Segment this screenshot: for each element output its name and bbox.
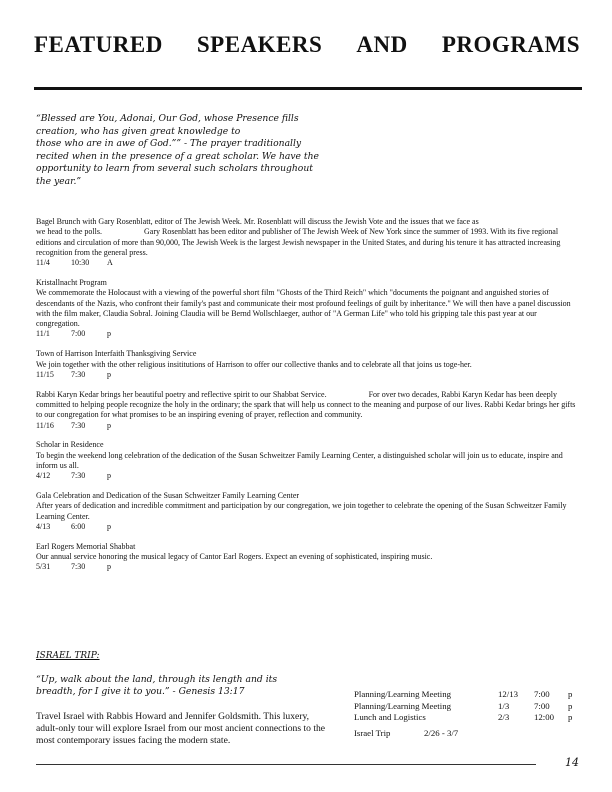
schedule-row xyxy=(354,701,586,713)
page-title xyxy=(34,32,580,58)
trip-dates: 2/26 - 3/7 xyxy=(424,727,459,738)
program-time: 7:30 xyxy=(71,562,86,572)
program-date: 11/1 xyxy=(36,329,50,339)
trip-quote-line: breadth, for I give it to you.” - Genesis 13:17 xyxy=(36,686,245,698)
program-ampm: A xyxy=(107,258,113,268)
page-title-word: AND xyxy=(356,32,408,57)
schedule-date: 1/3 xyxy=(498,700,510,711)
title-rule xyxy=(34,87,582,90)
program-description: We commemorate the Holocaust with a viewing of the powerful short film "Ghosts of the Third Reich" which "documents the poignant and anguished stories of descendants of the Nazis, who confront their family's past and communicate their most profound feelings of guilt by inheritance." We will then have a panel discussion with the film maker, Claudia Sobral. Joining Claudia will be Bernd Wollschlaeger, author of "A German Life" who told his gripping tale this past year at our congregation. xyxy=(36,288,571,329)
blessing-line: those who are in awe of God.”” - The prayer traditionally xyxy=(36,138,302,150)
program-title: Town of Harrison Interfaith Thanksgiving Service xyxy=(36,349,197,359)
schedule-time: 7:00 xyxy=(534,689,550,699)
schedule-row xyxy=(354,712,586,724)
program-description: Our annual service honoring the musical legacy of Cantor Earl Rogers. Expect an evening of sophisticated, inspiring music. xyxy=(36,552,433,562)
program-ampm: p xyxy=(107,521,111,531)
israel-trip-quote xyxy=(36,674,326,699)
page-title-word: FEATURED xyxy=(34,32,163,57)
program-earl-rogers-shabbat xyxy=(36,542,576,573)
program-time: 7:30 xyxy=(71,369,86,379)
blessing-line: recited when in the presence of a great scholar. We have the xyxy=(36,150,319,162)
program-desc-part: For over two decades, Rabbi Karyn Kedar has been deeply committed to helping people recognize the holy in the ordinary; the spark that will help us connect to the meaning and purpose of our lives. Rabbi Kedar brings her gifts to our congregation for what promises to be an inspiring evening of prayer, reflection and community. xyxy=(36,389,576,420)
program-description: To begin the weekend long celebration of the dedication of the Susan Schweitzer Family Learning Center, a distinguished scholar will join us to educate, inspire and inform us all. xyxy=(36,450,563,470)
program-desc-part: we head to the polls. xyxy=(36,227,102,237)
program-time: 6:00 xyxy=(71,521,86,531)
schedule-event: Lunch and Logistics xyxy=(354,712,426,723)
trip-label: Israel Trip xyxy=(354,727,391,738)
program-rabbi-kedar xyxy=(36,390,576,431)
program-datetime xyxy=(36,471,576,481)
program-datetime xyxy=(36,562,576,572)
program-ampm: p xyxy=(107,562,111,572)
page-number: 14 xyxy=(565,756,579,769)
program-ampm: p xyxy=(107,369,111,379)
blessing-quote xyxy=(36,113,319,189)
schedule-ampm: p xyxy=(568,712,573,723)
program-datetime xyxy=(36,329,576,339)
schedule-row xyxy=(354,689,586,701)
program-desc-part: Gary Rosenblatt has been editor and publisher of The Jewish Week of New York since the summer of 1993. With its five regional editions and circulation of more than 90,000, The Jewish Week is the largest Jewish newspaper in the United States, and during his tenure it has attracted increasing recognition from the general press. xyxy=(36,227,561,257)
program-time: 7:30 xyxy=(71,420,86,430)
israel-trip-heading: ISRAEL TRIP: xyxy=(36,651,100,661)
page-title-word: PROGRAMS xyxy=(441,32,580,57)
program-bagel-brunch xyxy=(36,217,576,268)
program-title: Bagel Brunch with Gary Rosenblatt, editor of The Jewish Week. Mr. Rosenblatt will discuss the Jewish Vote and the issues that we face as xyxy=(36,217,479,226)
schedule-ampm: p xyxy=(568,700,573,711)
schedule-ampm: p xyxy=(568,689,573,699)
blessing-line: opportunity to learn from several such scholars throughout xyxy=(36,163,313,175)
program-title: Scholar in Residence xyxy=(36,440,104,450)
program-ampm: p xyxy=(107,329,111,339)
trip-quote-line: “Up, walk about the land, through its length and its xyxy=(36,674,278,685)
schedule-time: 12:00 xyxy=(534,712,555,723)
program-datetime xyxy=(36,258,576,268)
program-title: Kristallnacht Program xyxy=(36,277,107,287)
program-title: Earl Rogers Memorial Shabbat xyxy=(36,541,136,551)
blessing-line: the year.” xyxy=(36,175,82,187)
footer-rule xyxy=(36,764,536,765)
program-title: Gala Celebration and Dedication of the Susan Schweitzer Family Learning Center xyxy=(36,491,300,501)
program-time: 7:30 xyxy=(71,471,86,481)
program-gala-celebration xyxy=(36,491,576,532)
program-list xyxy=(36,217,576,582)
program-date: 11/16 xyxy=(36,420,54,430)
program-ampm: p xyxy=(107,420,111,430)
program-datetime xyxy=(36,522,576,532)
program-description: We join together with the other religious insititutions of Harrison to offer our collective thanks and to celebrate all that joins us toge-her. xyxy=(36,359,472,369)
program-description xyxy=(36,227,576,258)
program-datetime xyxy=(36,421,576,431)
program-description xyxy=(36,390,576,421)
program-time: 10:30 xyxy=(71,258,90,268)
program-date: 4/12 xyxy=(36,471,51,481)
trip-dates-row xyxy=(354,728,586,740)
program-ampm: p xyxy=(107,471,111,481)
program-date: 11/4 xyxy=(36,258,50,268)
program-datetime xyxy=(36,370,576,380)
israel-trip-schedule xyxy=(354,689,586,739)
schedule-event: Planning/Learning Meeting xyxy=(354,689,451,699)
blessing-line: “Blessed are You, Adonai, Our God, whose Presence fills xyxy=(36,113,299,124)
page-title-word: SPEAKERS xyxy=(196,32,323,57)
schedule-time: 7:00 xyxy=(534,700,550,711)
program-title: Rabbi Karyn Kedar brings her beautiful poetry and reflective spirit to our Shabbat Service. xyxy=(36,389,327,399)
schedule-date: 12/13 xyxy=(498,689,519,699)
israel-trip-description: Travel Israel with Rabbis Howard and Jennifer Goldsmith. This luxery, adult-only tour will explore Israel from our most ancient connections to the most contemporary issues facing the modern state. xyxy=(36,711,326,747)
program-date: 5/31 xyxy=(36,562,51,572)
program-thanksgiving-service xyxy=(36,349,576,380)
blessing-line: creation, who has given great knowledge to xyxy=(36,125,241,137)
program-description: After years of dedication and incredible commitment and participation by our congregation, we join together to celebrate the opening of the Susan Schweitzer Family Learning Center. xyxy=(36,501,567,521)
schedule-event: Planning/Learning Meeting xyxy=(354,700,451,711)
program-scholar-in-residence xyxy=(36,440,576,481)
program-time: 7:00 xyxy=(71,329,86,339)
program-kristallnacht xyxy=(36,278,576,340)
schedule-date: 2/3 xyxy=(498,712,510,723)
program-date: 11/15 xyxy=(36,369,54,379)
program-date: 4/13 xyxy=(36,521,51,531)
